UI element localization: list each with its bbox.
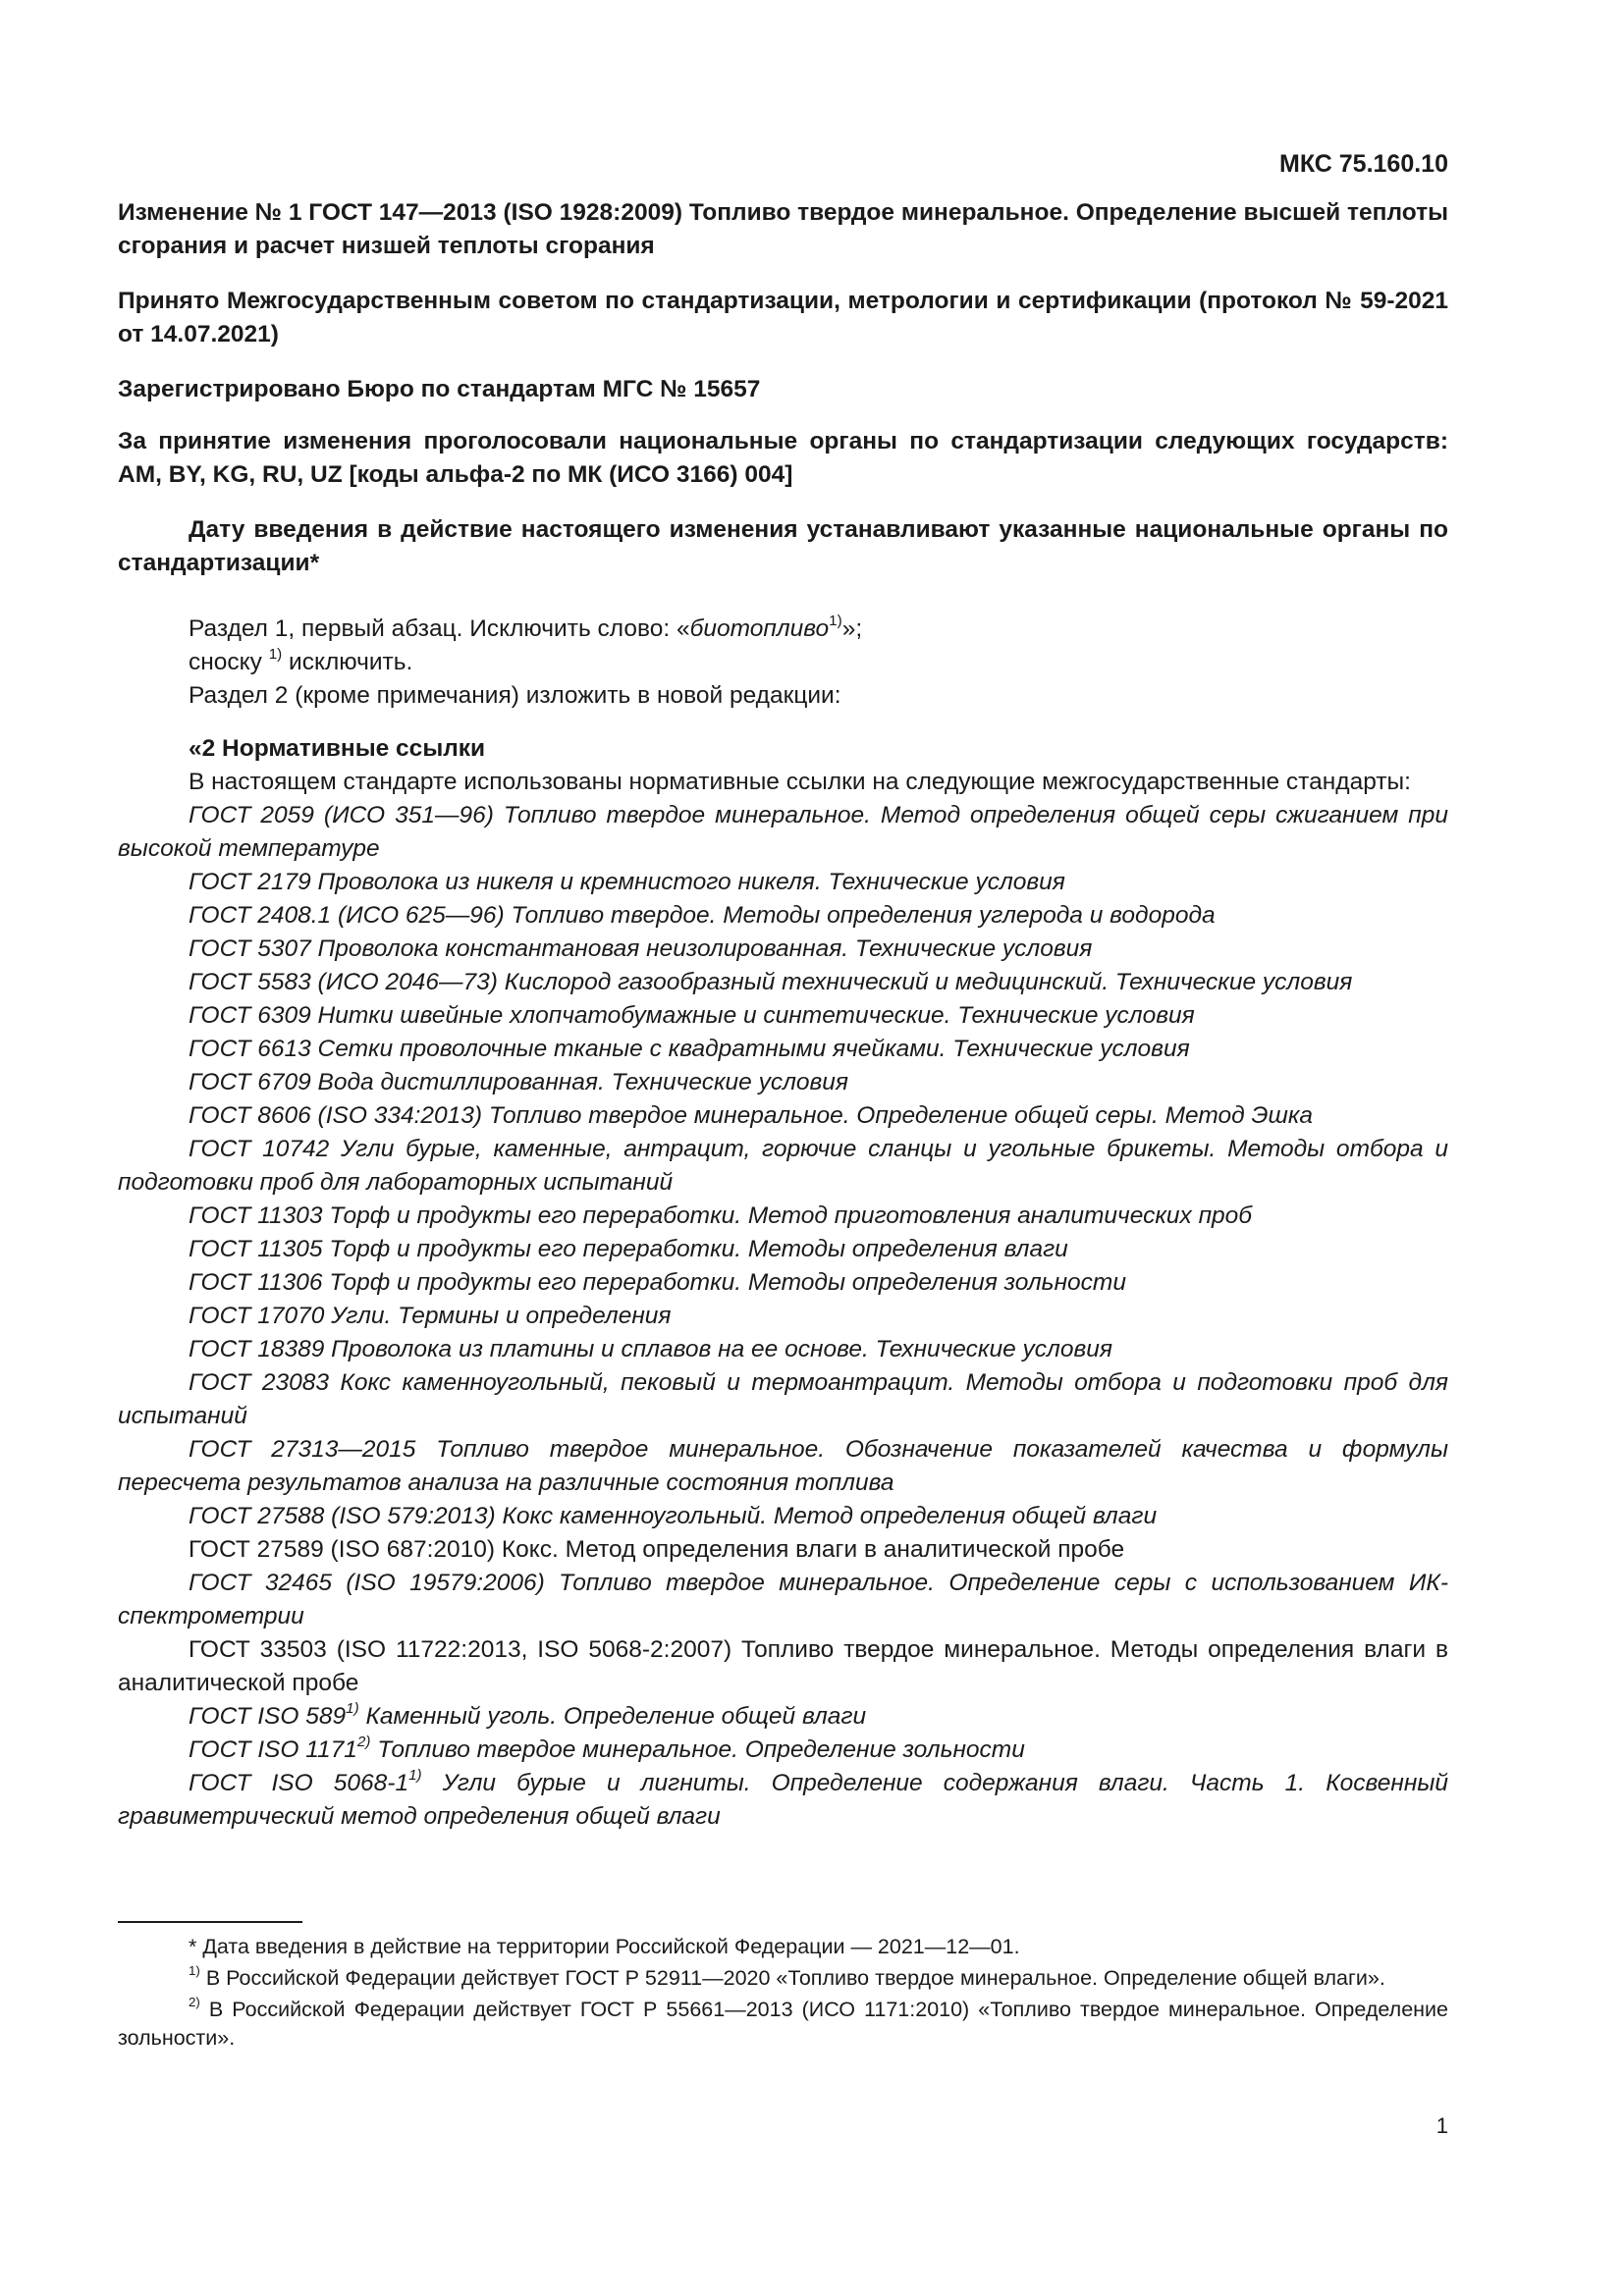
reference-item: ГОСТ 32465 (ISO 19579:2006) Топливо твердое минеральное. Определение серы с использованием ИК-спектрометрии	[118, 1570, 1448, 1629]
reference-item: ГОСТ 27588 (ISO 579:2013) Кокс каменноугольный. Метод определения общей влаги	[189, 1503, 1158, 1529]
change-line-2-end: исключить.	[282, 649, 413, 675]
change-line-2	[118, 646, 1448, 679]
section-2-body	[118, 732, 1448, 1834]
reference-item: ГОСТ 5307 Проволока константановая неизолированная. Технические условия	[189, 935, 1093, 962]
footnote-separator	[118, 1921, 302, 1923]
reference-item	[118, 1767, 1448, 1834]
footnote-ref: 2)	[356, 1733, 371, 1750]
reference-item	[118, 1700, 1448, 1734]
footnote-ref: 1)	[346, 1699, 359, 1717]
reference-item: ГОСТ 2179 Проволока из никеля и кремнистого никеля. Технические условия	[189, 869, 1065, 895]
section-heading: «2 Нормативные ссылки	[189, 735, 486, 762]
registration-statement: Зарегистрировано Бюро по стандартам МГС № 15657	[118, 376, 761, 402]
reference-item: ГОСТ 10742 Угли бурые, каменные, антрацит, горючие сланцы и угольные брикеты. Методы отбора и подготовки проб для лабораторных испытаний	[118, 1136, 1448, 1196]
change-line-1	[118, 613, 1448, 646]
footnote-star	[118, 1933, 1448, 1961]
reference-list	[118, 799, 1448, 1700]
reference-item: ГОСТ 17070 Угли. Термины и определения	[189, 1303, 672, 1329]
change-line-2-text: сноску	[189, 649, 269, 675]
reference-item: ГОСТ 11303 Торф и продукты его переработки. Метод приготовления аналитических проб	[189, 1202, 1253, 1229]
document-page	[118, 0, 1448, 2296]
effective-date-statement: Дату введения в действие настоящего изменения устанавливают указанные национальные органы по стандартизации*	[118, 516, 1448, 576]
page-number: 1	[1435, 2113, 1448, 2138]
footnote-text: В Российской Федерации действует ГОСТ Р 52911—2020 «Топливо твердое минеральное. Определение общей влаги».	[199, 1966, 1385, 1990]
reference-item: ГОСТ 5583 (ИСО 2046—73) Кислород газообразный технический и медицинский. Технические условия	[189, 969, 1353, 995]
reference-item: ГОСТ 2059 (ИСО 351—96) Топливо твердое минеральное. Метод определения общей серы сжиганием при высокой температуре	[118, 802, 1448, 862]
mks-code: МКС 75.160.10	[1279, 150, 1448, 178]
reference-item: ГОСТ 6613 Сетки проволочные тканые с квадратными ячейками. Технические условия	[189, 1036, 1190, 1062]
footnotes	[118, 1933, 1448, 2056]
reference-item	[118, 1734, 1448, 1767]
iso-reference-list	[118, 1700, 1448, 1834]
amendment-title: Изменение № 1 ГОСТ 147—2013 (ISO 1928:2009) Топливо твердое минеральное. Определение высшей теплоты сгорания и расчет низшей теплоты сгорания	[118, 199, 1448, 259]
reference-title: Каменный уголь. Определение общей влаги	[358, 1703, 867, 1730]
reference-item: ГОСТ 2408.1 (ИСО 625—96) Топливо твердое. Методы определения углерода и водорода	[189, 902, 1216, 929]
footnote-mark: *	[189, 1935, 197, 1958]
footnote-mark: 1)	[189, 1962, 200, 1978]
reference-item: ГОСТ 23083 Кокс каменноугольный, пековый и термоантрацит. Методы отбора и подготовки проб для испытаний	[118, 1369, 1448, 1429]
section-intro: В настоящем стандарте использованы нормативные ссылки на следующие межгосударственные стандарты:	[189, 769, 1411, 795]
footnote-1	[118, 1964, 1448, 1993]
footnote-ref: 1)	[268, 645, 283, 663]
reference-title: Топливо твердое минеральное. Определение зольности	[370, 1736, 1025, 1763]
footnote-2	[118, 1996, 1448, 2053]
reference-code: ГОСТ ISO 1171	[189, 1736, 357, 1763]
reference-item: ГОСТ 33503 (ISO 11722:2013, ISO 5068-2:2007) Топливо твердое минеральное. Методы определения влаги в аналитической пробе	[118, 1636, 1448, 1696]
change-line-1-text: Раздел 1, первый абзац. Исключить слово: «	[189, 615, 690, 642]
reference-code: ГОСТ ISO 589	[189, 1703, 347, 1730]
reference-item: ГОСТ 6709 Вода дистиллированная. Технические условия	[189, 1069, 849, 1095]
reference-code: ГОСТ ISO 5068-1	[189, 1770, 409, 1796]
reference-item: ГОСТ 11306 Торф и продукты его переработки. Методы определения зольности	[189, 1269, 1126, 1296]
reference-item: ГОСТ 18389 Проволока из платины и сплавов на ее основе. Технические условия	[189, 1336, 1112, 1362]
change-line-3: Раздел 2 (кроме примечания) изложить в новой редакции:	[189, 682, 841, 709]
excluded-word: биотопливо	[689, 615, 830, 642]
reference-item: ГОСТ 27313—2015 Топливо твердое минеральное. Обозначение показателей качества и формулы пересчета результатов анализа на различные состояния топлива	[118, 1436, 1448, 1496]
adoption-statement: Принято Межгосударственным советом по стандартизации, метрологии и сертификации (протокол № 59-2021 от 14.07.2021)	[118, 288, 1448, 347]
footnote-text: В Российской Федерации действует ГОСТ Р 55661—2013 (ИСО 1171:2010) «Топливо твердое минеральное. Определение зольности».	[118, 1998, 1448, 2050]
voting-statement: За принятие изменения проголосовали национальные органы по стандартизации следующих государств: AM, BY, KG, RU, UZ [коды альфа-2 по МК (ИСО 3166) 004]	[118, 428, 1448, 488]
reference-item: ГОСТ 27589 (ISO 687:2010) Кокс. Метод определения влаги в аналитической пробе	[189, 1536, 1125, 1563]
reference-item: ГОСТ 11305 Торф и продукты его переработки. Методы определения влаги	[189, 1236, 1068, 1262]
footnote-ref: 1)	[829, 612, 842, 629]
reference-item: ГОСТ 8606 (ISO 334:2013) Топливо твердое минеральное. Определение общей серы. Метод Эшка	[189, 1102, 1314, 1129]
change-line-1-end: »;	[841, 615, 863, 642]
footnote-ref: 1)	[408, 1766, 422, 1784]
footnote-text: Дата введения в действие на территории Российской Федерации — 2021—12—01.	[196, 1935, 1020, 1958]
reference-title: Угли бурые и лигниты. Определение содержания влаги. Часть 1. Косвенный гравиметрический метод определения общей влаги	[118, 1770, 1448, 1830]
changes-block	[118, 613, 1448, 713]
footnote-mark: 2)	[189, 1994, 200, 2009]
reference-item: ГОСТ 6309 Нитки швейные хлопчатобумажные и синтетические. Технические условия	[189, 1002, 1195, 1029]
